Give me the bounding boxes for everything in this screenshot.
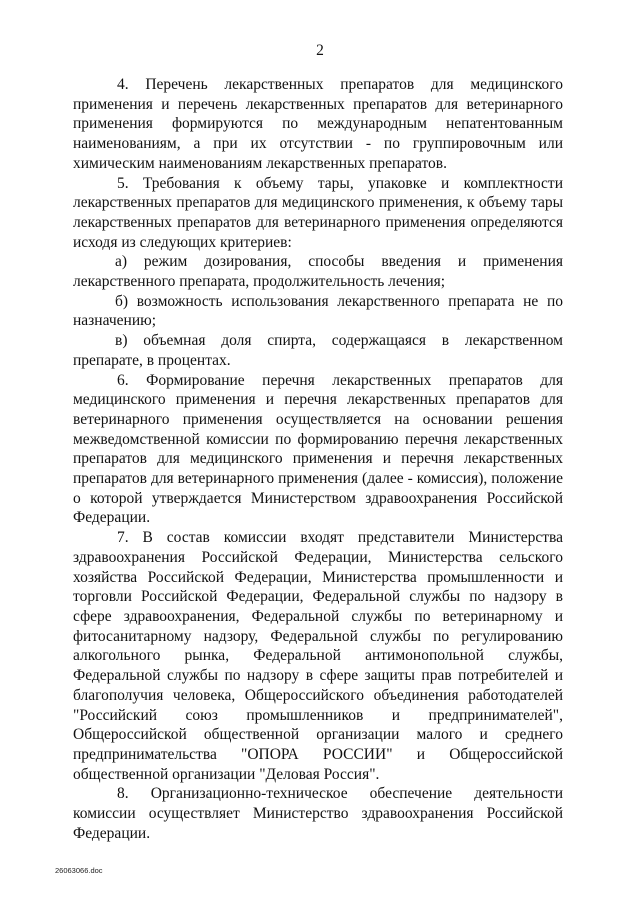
paragraph-6: 6. Формирование перечня лекарственных препаратов для медицинского применения и перечня лекарственных препаратов для ветеринарного применения осуществляется на основании решения межведомственной комиссии по формированию перечня лекарственных препаратов для медицинского применения и перечня лекарственных препаратов для ветеринарного применения (далее - комиссия), положение о которой утверждается Министерством здравоохранения Российской Федерации.: [73, 371, 563, 527]
paragraph-5a: а) режим дозирования, способы введения и применения лекарственного препарата, продолжительность лечения;: [73, 253, 563, 291]
paragraph-5: 5. Требования к объему тары, упаковке и комплектности лекарственных препаратов для медицинского применения, к объему тары лекарственных препаратов для ветеринарного применения определяются исходя из следующих критериев:: [73, 174, 563, 251]
paragraph-5v: в) объемная доля спирта, содержащаяся в лекарственном препарате, в процентах.: [73, 332, 563, 369]
paragraph-5b: б) возможность использования лекарственного препарата не по назначению;: [73, 292, 563, 330]
document-file-name: 26063066.doc: [55, 866, 103, 875]
document-body: [73, 75, 563, 843]
paragraph-7: 7. В состав комиссии входят представители Министерства здравоохранения Российской Федерации, Министерства сельского хозяйства Российской Федерации, Министерства промышленности и торговли Российской Федерации, Федеральной службы по надзору в сфере здравоохранения, Федеральной службы по ветеринарному и фитосанитарному надзору, Федеральной службы по регулированию алкогольного рынка, Федеральной антимонопольной службы, Федеральной службы по надзору в сфере защиты прав потребителей и благополучия человека, Общероссийского объединения работодателей "Российский союз промышленников и предпринимателей", Общероссийской общественной организации малого и среднего предпринимательства "ОПОРА РОССИИ" и Общероссийской общественной организации "Деловая Россия".: [73, 529, 563, 783]
paragraph-8: 8. Организационно-техническое обеспечение деятельности комиссии осуществляет Министерство здравоохранения Российской Федерации.: [73, 785, 563, 842]
paragraph-4: 4. Перечень лекарственных препаратов для медицинского применения и перечень лекарственных препаратов для ветеринарного применения формируются по международным непатентованным наименованиям, а при их отсутствии - по группировочным или химическим наименованиям лекарственных препаратов.: [73, 76, 563, 172]
page-number: 2: [316, 42, 324, 59]
